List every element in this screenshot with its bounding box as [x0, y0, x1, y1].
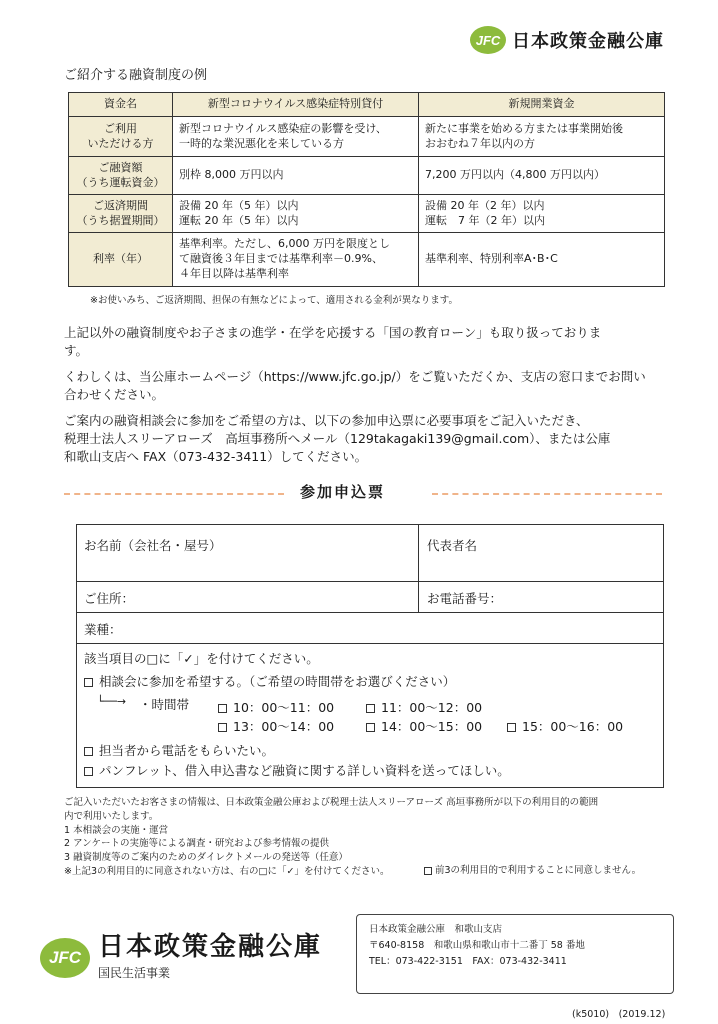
industry-field[interactable]: 業種：	[84, 622, 122, 637]
row-label: ご融資額 （うち運転資金）	[69, 157, 173, 195]
branch-contact: TEL：073-422-3151 FAX：073-432-3411	[369, 956, 567, 968]
option-phone-call[interactable]	[84, 741, 274, 759]
section-title: ご紹介する融資制度の例	[64, 68, 208, 83]
time-slot-text: 10：00～11：00	[233, 700, 335, 715]
checkbox[interactable]	[366, 704, 375, 713]
checkbox[interactable]	[84, 747, 93, 756]
logo-subtitle: 国民生活事業	[98, 966, 171, 980]
time-slot-option[interactable]	[366, 698, 482, 716]
application-paragraph: ご案内の融資相談会に参加をご希望の方は、以下の参加申込票に必要事項をご記入いただき、 税理士法人スリーアローズ 高垣事務所へメール（129takagaki139@gmail.com）、または公庫 和歌山支店へ FAX（073-432-3411）してください。	[64, 413, 611, 465]
jfc-logo-mark: JFC	[40, 938, 90, 978]
form-divider	[77, 612, 663, 613]
address-field[interactable]: ご住所：	[84, 591, 135, 606]
time-slot-text: 13：00～14：00	[233, 719, 335, 734]
arrow-icon: └──→	[97, 695, 127, 708]
table-cell: 設備 20 年（2 年）以内 運転 7 年（2 年）以内	[419, 195, 665, 233]
table-row	[69, 117, 665, 157]
form-divider	[77, 581, 663, 582]
checkbox[interactable]	[218, 723, 227, 732]
branch-name: 日本政策金融公庫 和歌山支店	[369, 924, 503, 935]
table-header: 新規開業資金	[419, 93, 665, 117]
time-slot-option[interactable]	[507, 717, 623, 735]
checkbox[interactable]	[366, 723, 375, 732]
option-label: 相談会に参加を希望する。（ご希望の時間帯をお選びください）	[99, 674, 456, 689]
checkbox[interactable]	[218, 704, 227, 713]
option-consultation[interactable]	[84, 672, 455, 690]
jfc-logo-mark: JFC	[470, 26, 506, 54]
table-note: ※お使いみち、ご返済期間、担保の有無などによって、適用される金利が異なります。	[90, 295, 459, 306]
table-row	[69, 195, 665, 233]
dashed-divider-right	[432, 493, 662, 495]
row-label: ご返済期間 （うち据置期間）	[69, 195, 173, 233]
time-slot-label: ・時間帯	[139, 697, 190, 712]
table-cell: 基準利率。ただし、6,000 万円を限度とし て融資後３年目までは基準利率－0.9%、 ４年目以降は基準利率	[173, 233, 419, 287]
privacy-notice: ご記入いただいたお客さまの情報は、日本政策金融公庫および税理士法人スリーアローズ 高垣事務所が以下の利用目的の範囲 内で利用いたします。 1 本相談会の実施・運営 2 アンケートの実施等による調査・研究および参考情報の提供 3 融資制度等のご案内のためのダイレクトメールの発送等（任意） ※上記3の利用目的に同意されない方は、右の□に「✓」を付けてください。	[64, 797, 599, 877]
table-cell: 基準利率、特別利率A･B･C	[419, 233, 665, 287]
form-divider	[77, 643, 663, 644]
checkbox[interactable]	[84, 767, 93, 776]
homepage-paragraph: くわしくは、当公庫ホームページ（https://www.jfc.go.jp/）をご覧いただくか、支店の窓口までお問い 合わせください。	[64, 369, 646, 403]
row-label: ご利用 いただける方	[69, 117, 173, 157]
table-header: 新型コロナウイルス感染症特別貸付	[173, 93, 419, 117]
time-slot-option[interactable]	[218, 717, 334, 735]
time-slot-text: 14：00～15：00	[381, 719, 483, 734]
opt-out-label: 前3の利用目的で利用することに同意しません。	[435, 865, 642, 876]
loan-table	[68, 92, 665, 287]
representative-field[interactable]: 代表者名	[427, 538, 478, 553]
time-slot-text: 15：00～16：00	[522, 719, 624, 734]
logo-name: 日本政策金融公庫	[512, 31, 664, 52]
table-cell: 設備 20 年（5 年）以内 運転 20 年（5 年）以内	[173, 195, 419, 233]
table-row	[69, 157, 665, 195]
table-header: 資金名	[69, 93, 173, 117]
header-logo	[470, 26, 664, 54]
table-cell: 新たに事業を始める方または事業開始後 おおむね７年以内の方	[419, 117, 665, 157]
branch-address: 〒640-8158 和歌山県和歌山市十二番丁 58 番地	[369, 940, 585, 952]
row-label: 利率（年）	[69, 233, 173, 287]
name-field[interactable]: お名前（会社名・屋号）	[84, 538, 222, 553]
option-label: パンフレット、借入申込書など融資に関する詳しい資料を送ってほしい。	[99, 763, 510, 778]
form-instruction: 該当項目の□に「✓」を付けてください。	[84, 651, 319, 666]
form-title: 参加申込票	[300, 483, 386, 501]
table-cell: 新型コロナウイルス感染症の影響を受け、 一時的な業況悪化を来している方	[173, 117, 419, 157]
privacy-opt-out[interactable]	[424, 862, 641, 876]
footer-logo	[40, 934, 322, 981]
option-documents[interactable]	[84, 761, 510, 779]
document-code: (k5010) (2019.12)	[572, 1009, 666, 1020]
time-slot-text: 11：00～12：00	[381, 700, 483, 715]
logo-name: 日本政策金融公庫	[98, 932, 323, 962]
form-divider-vertical	[418, 525, 419, 612]
dashed-divider-left	[64, 493, 284, 495]
option-label: 担当者から電話をもらいたい。	[99, 743, 275, 758]
table-cell: 別枠 8,000 万円以内	[173, 157, 419, 195]
checkbox[interactable]	[84, 678, 93, 687]
checkbox[interactable]	[507, 723, 516, 732]
time-slot-option[interactable]	[366, 717, 482, 735]
education-loan-paragraph: 上記以外の融資制度やお子さまの進学・在学を応援する「国の教育ローン」も取り扱っておりま す。	[64, 325, 602, 359]
checkbox[interactable]	[424, 867, 432, 875]
table-header-row	[69, 93, 665, 117]
application-form	[76, 524, 664, 788]
time-slot-option[interactable]	[218, 698, 334, 716]
table-cell: 7,200 万円以内（4,800 万円以内）	[419, 157, 665, 195]
phone-field[interactable]: お電話番号：	[427, 591, 503, 606]
table-row	[69, 233, 665, 287]
branch-address-box	[356, 914, 674, 994]
